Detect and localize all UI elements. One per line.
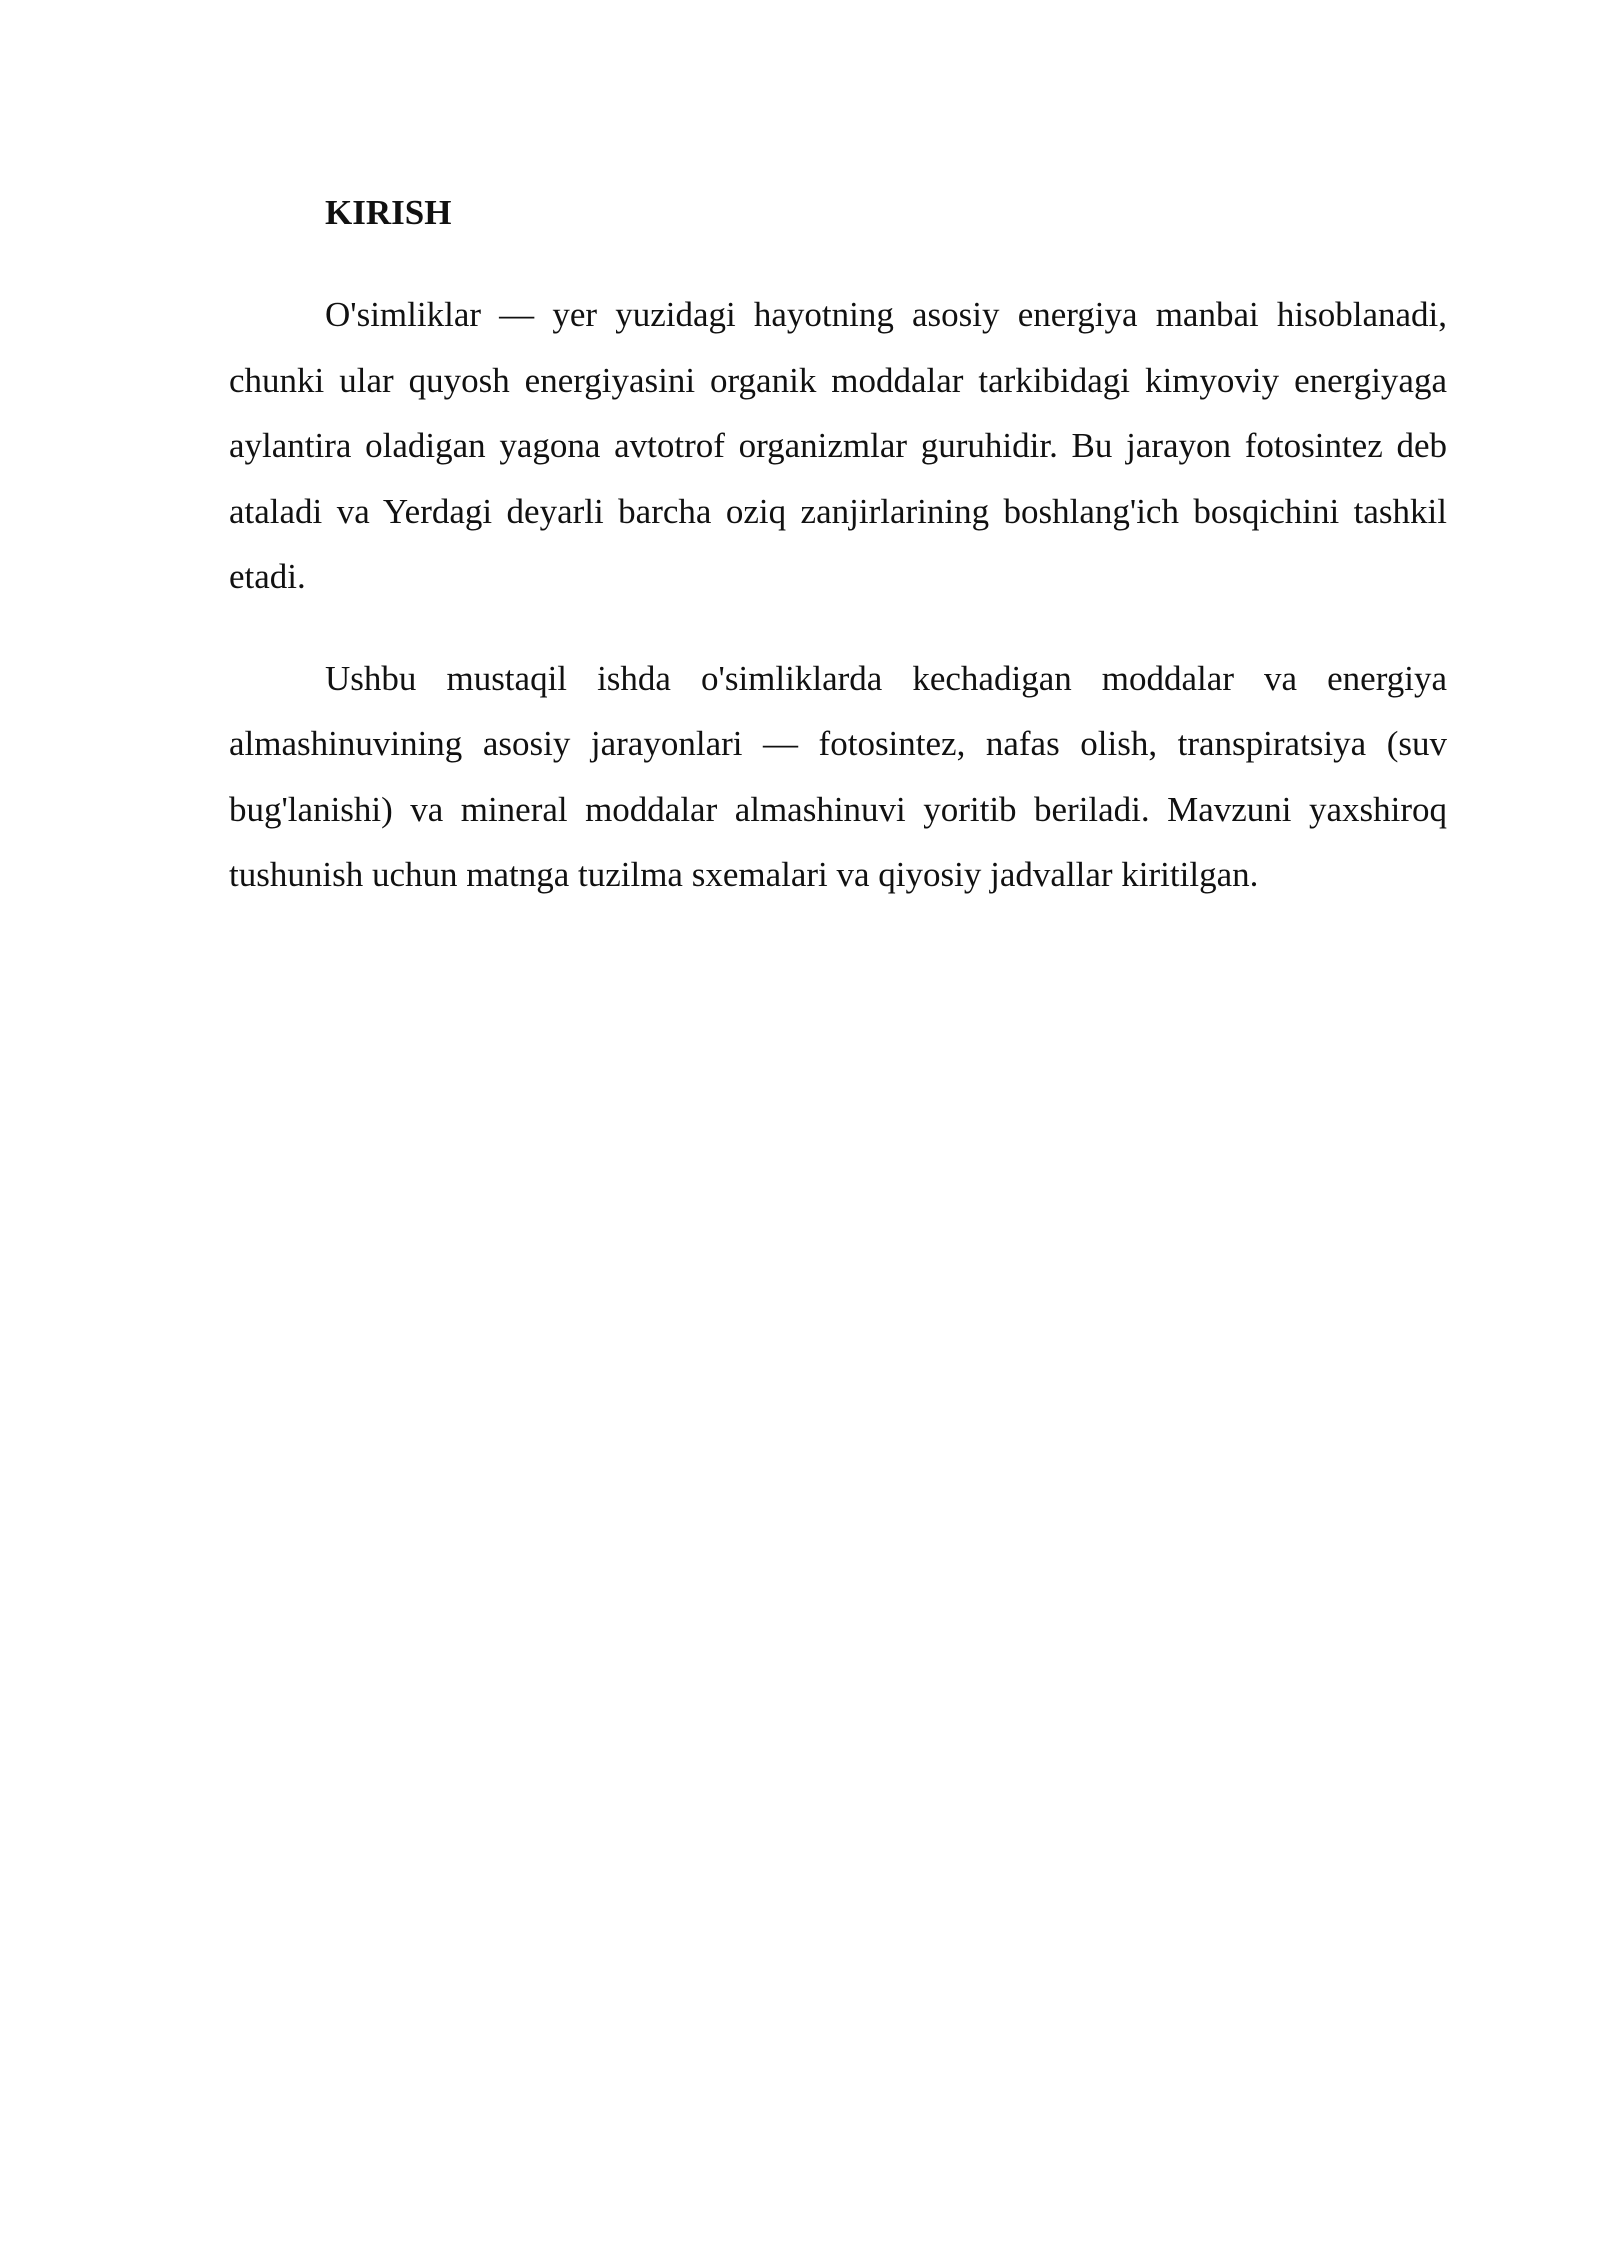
section-heading: KIRISH xyxy=(325,193,452,232)
page-content xyxy=(229,190,1447,908)
paragraph-scope: Ushbu mustaqil ishda o'simliklarda kechadigan moddalar va energiya almashinuvining asosiy jarayonlari — fotosintez, nafas olish, transpiratsiya (suv bug'lanishi) va mineral moddalar almashinuvi yoritib beriladi. Mavzuni yaxshiroq tushunish uchun matnga tuzilma sxemalari va qiyosiy jadvallar kiritilgan. xyxy=(229,658,1447,894)
paragraph-intro: O'simliklar — yer yuzidagi hayotning asosiy energiya manbai hisoblanadi, chunki ular quyosh energiyasini organik moddalar tarkibidagi kimyoviy energiyaga aylantira oladigan yagona avtotrof organizmlar guruhidir. Bu jarayon fotosintez deb ataladi va Yerdagi deyarli barcha oziq zanjirlarining boshlang'ich bosqichini tashkil etadi. xyxy=(229,295,1447,596)
